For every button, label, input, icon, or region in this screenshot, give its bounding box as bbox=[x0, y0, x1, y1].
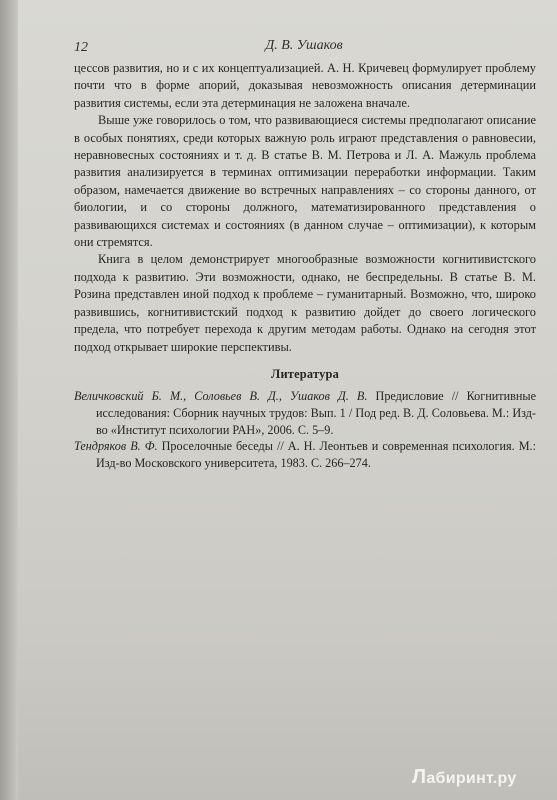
reference-text: Проселочные беседы // А. Н. Леонтьев и современная психология. М.: Изд-во Московского университета, 1983. С. 266–274. bbox=[96, 439, 536, 470]
reference-authors: Величковский Б. М., Соловьев В. Д., Ушаков Д. В. bbox=[74, 389, 368, 404]
paragraph-2: Выше уже говорилось о том, что развивающиеся системы предполагают описание в особых понятиях, среди которых важную роль играют представления о равновесии, неравновесных состояниях и т. д. В статье В. М. Петрова и Л. А. Мажуль проблема развития анализируется в терминах оптимизации переработки информации. Таким образом, намечается движение во встречных направлениях – со стороны данного, от биологии, и со стороны должного, математизированного представления о развивающихся системах и состояниях (в данном случае – оптимизации), к которым они стремятся. bbox=[74, 113, 536, 250]
reference-item-2 bbox=[74, 438, 536, 471]
paragraph-3: Книга в целом демонстрирует многообразные возможности когнитивистского подхода к развитию. Эти возможности, однако, не беспредельны. В статье В. М. Розина представлен иной подход к проблеме – гуманитарный. Возможно, что, широко развившись, когнитивистский подход к развитию дойдет до своего логического предела, что потребует перехода к другим методам работы. Однако на сегодня этот подход открывает широкие перспективы. bbox=[74, 252, 536, 354]
watermark-text: абиринт.ру bbox=[426, 770, 517, 787]
page-header bbox=[74, 38, 534, 58]
reference-text: Предисловие // Когнитивные исследования: Сборник научных трудов: Вып. 1 / Под ред. В. Д. Соловьева. М.: Изд-во «Институт психологии РАН», 2006. С. 5–9. bbox=[96, 389, 536, 437]
page-number: 12 bbox=[74, 40, 88, 55]
watermark-letter: Л bbox=[412, 766, 427, 788]
references-title: Литература bbox=[271, 366, 339, 381]
reference-authors: Тендряков В. Ф. bbox=[74, 439, 158, 454]
page-gutter bbox=[0, 0, 18, 800]
labirint-watermark bbox=[412, 766, 517, 789]
paragraph-1: цессов развития, но и с их концептуализацией. А. Н. Кричевец формулирует проблему почти что в форме апорий, доказывая невозможность описания детерминации развития системы, если эта детерминация не заложена вначале. bbox=[74, 61, 536, 110]
page-body bbox=[74, 60, 536, 471]
reference-item-1 bbox=[74, 388, 536, 438]
running-head: Д. В. Ушаков bbox=[265, 38, 343, 53]
